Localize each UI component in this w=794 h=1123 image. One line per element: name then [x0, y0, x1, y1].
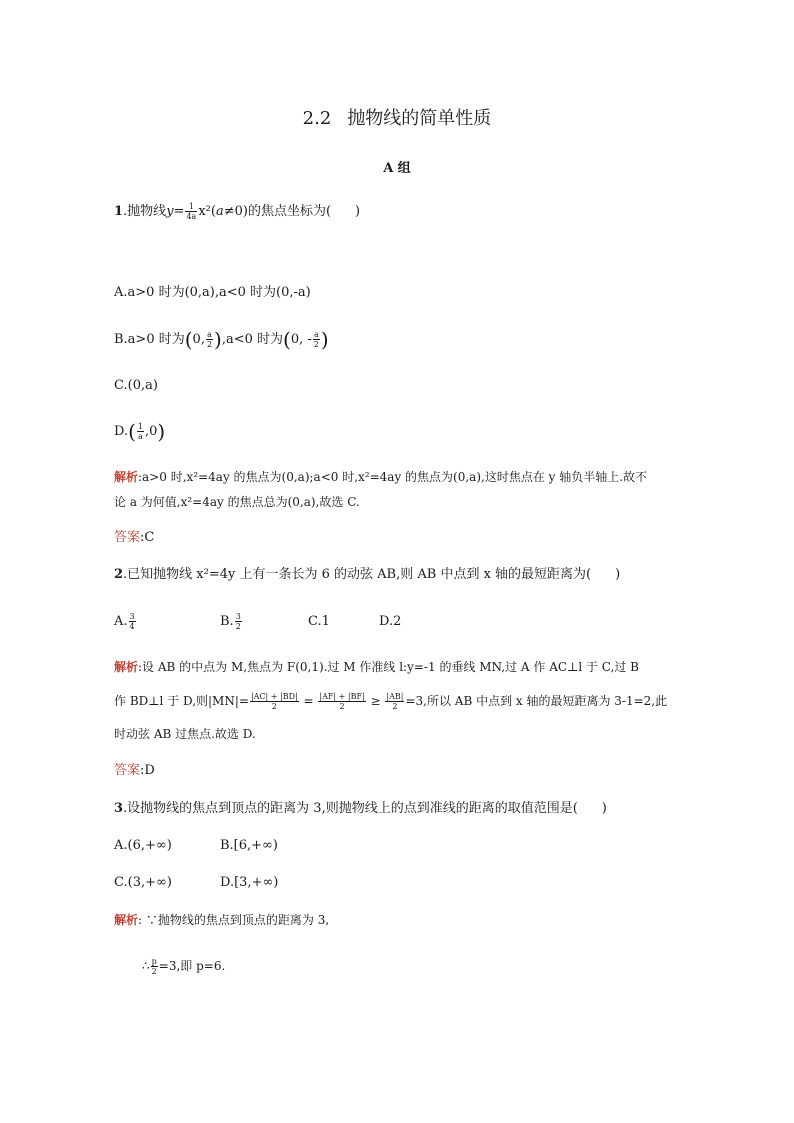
- question-3-options-row-1: [114, 837, 278, 855]
- solution-label: 解析: [114, 913, 139, 927]
- option-d: D.[3,+∞): [220, 875, 279, 890]
- solution-2-line-1: [114, 658, 639, 676]
- denominator: a: [138, 432, 143, 441]
- question-text: .已知抛物线 x²=4y 上有一条长为 6 的动弦 AB,则 AB 中点到 x 轴的最短距离为(: [123, 567, 592, 582]
- answer-value: :C: [140, 530, 155, 545]
- option-c: C.(3,+∞): [114, 875, 172, 890]
- numerator: |AF| + |BF|: [319, 692, 365, 701]
- question-text: x²(: [198, 204, 216, 219]
- answer-1: [114, 529, 154, 547]
- solution-text: 作 BD⊥l 于 D,则|MN|=: [114, 694, 249, 708]
- option-a: A.a>0 时为(0,a),a<0 时为(0,-a): [114, 285, 311, 300]
- question-1: [114, 202, 360, 221]
- answer-label: 答案: [114, 763, 141, 778]
- numerator: 1: [137, 422, 143, 431]
- page-title: [0, 104, 794, 130]
- therefore-sign: ∴: [142, 959, 150, 973]
- denominator: 2: [206, 340, 213, 349]
- option-text: ,a<0 时为: [221, 332, 284, 347]
- question-number: 2: [114, 567, 124, 582]
- question-text: ≠0)的焦点坐标为(: [223, 204, 332, 219]
- question-number: 1: [114, 204, 124, 219]
- option-label: B.: [220, 614, 234, 629]
- answer-blank-close: ): [355, 204, 361, 219]
- option-a: [114, 612, 220, 631]
- solution-3-step: [142, 957, 225, 976]
- numerator: |AC| + |BD|: [250, 692, 298, 701]
- solution-text: : ∵抛物线的焦点到顶点的距离为 3,: [138, 913, 330, 927]
- option-label: D.: [114, 424, 129, 439]
- fraction: [206, 330, 213, 349]
- answer-value: :D: [140, 763, 155, 778]
- section-title: 抛物线的简单性质: [347, 108, 492, 129]
- solution-text: :a>0 时,x²=4ay 的焦点为(0,a);a<0 时,x²=4ay 的焦点为(0,a),这时焦点在 y 轴负半轴上.故不: [138, 470, 648, 484]
- geq-sign: ≥: [366, 694, 385, 708]
- numerator: 1: [185, 202, 197, 212]
- denominator: 2: [151, 967, 157, 976]
- fraction: [129, 612, 136, 631]
- solution-3-line-1: [114, 911, 329, 929]
- variable: a: [215, 204, 224, 219]
- answer-label: 答案: [114, 530, 141, 545]
- fraction: [137, 422, 144, 441]
- option-a: A.(6,+∞): [114, 838, 172, 853]
- option-label: A.: [114, 614, 128, 629]
- question-number: 3: [114, 801, 124, 816]
- solution-text: =3,所以 AB 中点到 x 轴的最短距离为 3-1=2,此: [405, 694, 668, 708]
- fraction: [235, 612, 242, 631]
- variable: y: [166, 204, 174, 219]
- equals-sign: =: [173, 204, 185, 219]
- denominator: 4: [129, 622, 135, 631]
- numerator: a: [207, 330, 212, 339]
- solution-2-line-2: [114, 692, 667, 711]
- fraction: [313, 330, 320, 349]
- answer-2: [114, 762, 155, 780]
- option-c: C.(0,a): [114, 378, 158, 393]
- denominator: 2: [339, 702, 345, 711]
- question-2: [114, 566, 620, 584]
- question-3: [114, 800, 607, 818]
- question-text: .抛物线: [123, 204, 167, 219]
- denominator: 2: [271, 702, 277, 711]
- solution-1-line-1: [114, 468, 647, 486]
- option-b: B.a>0 时为(0, $\frac{a}{2}$ ),a<0 时为(0, - $\frac{a}{2}$ ): [114, 327, 329, 352]
- fraction: [151, 957, 158, 976]
- solution-2-line-3: 时动弦 AB 过焦点.故选 D.: [114, 727, 256, 741]
- numerator: 3: [235, 612, 241, 621]
- numerator: p: [151, 957, 157, 966]
- answer-blank-close: ): [601, 801, 607, 816]
- equals-sign: =: [299, 694, 318, 708]
- question-3-options-row-2: [114, 874, 278, 892]
- solution-text: :设 AB 的中点为 M,焦点为 F(0,1).过 M 作准线 l:y=-1 的垂线 MN,过 A 作 AC⊥l 于 C,过 B: [138, 660, 639, 674]
- option-text: 0, -: [290, 332, 312, 347]
- solution-label: 解析: [114, 470, 139, 484]
- fraction: [385, 692, 404, 711]
- option-b: [220, 612, 308, 631]
- denominator: 2: [392, 702, 398, 711]
- option-d: D.2: [379, 614, 402, 629]
- option-c: C.1: [308, 614, 330, 629]
- solution-1-line-2: 论 a 为何值,x²=4ay 的焦点总为(0,a),故选 C.: [114, 495, 360, 509]
- fraction: [185, 202, 197, 221]
- denominator: 4a: [186, 212, 197, 221]
- question-2-options: [114, 612, 534, 631]
- fraction: [250, 692, 299, 711]
- group-heading: A 组: [383, 161, 411, 176]
- option-b: B.[6,+∞): [220, 838, 278, 853]
- denominator: 2: [235, 622, 241, 631]
- solution-text: =3,即 p=6.: [158, 959, 226, 973]
- section-number: 2.2: [302, 108, 332, 129]
- option-d: D.( $\frac{1}{a}$ ,0): [114, 419, 166, 444]
- numerator: a: [313, 330, 319, 339]
- answer-blank-close: ): [615, 567, 621, 582]
- solution-label: 解析: [114, 660, 139, 674]
- numerator: |AB|: [386, 692, 404, 701]
- fraction: [318, 692, 365, 711]
- option-text: 0,: [192, 332, 205, 347]
- option-text: ,0: [145, 424, 158, 439]
- question-text: .设抛物线的焦点到顶点的距离为 3,则抛物线上的点到准线的距离的取值范围是(: [123, 801, 578, 816]
- numerator: 3: [129, 612, 135, 621]
- option-label: B.a>0 时为: [114, 332, 185, 347]
- denominator: 2: [313, 340, 319, 349]
